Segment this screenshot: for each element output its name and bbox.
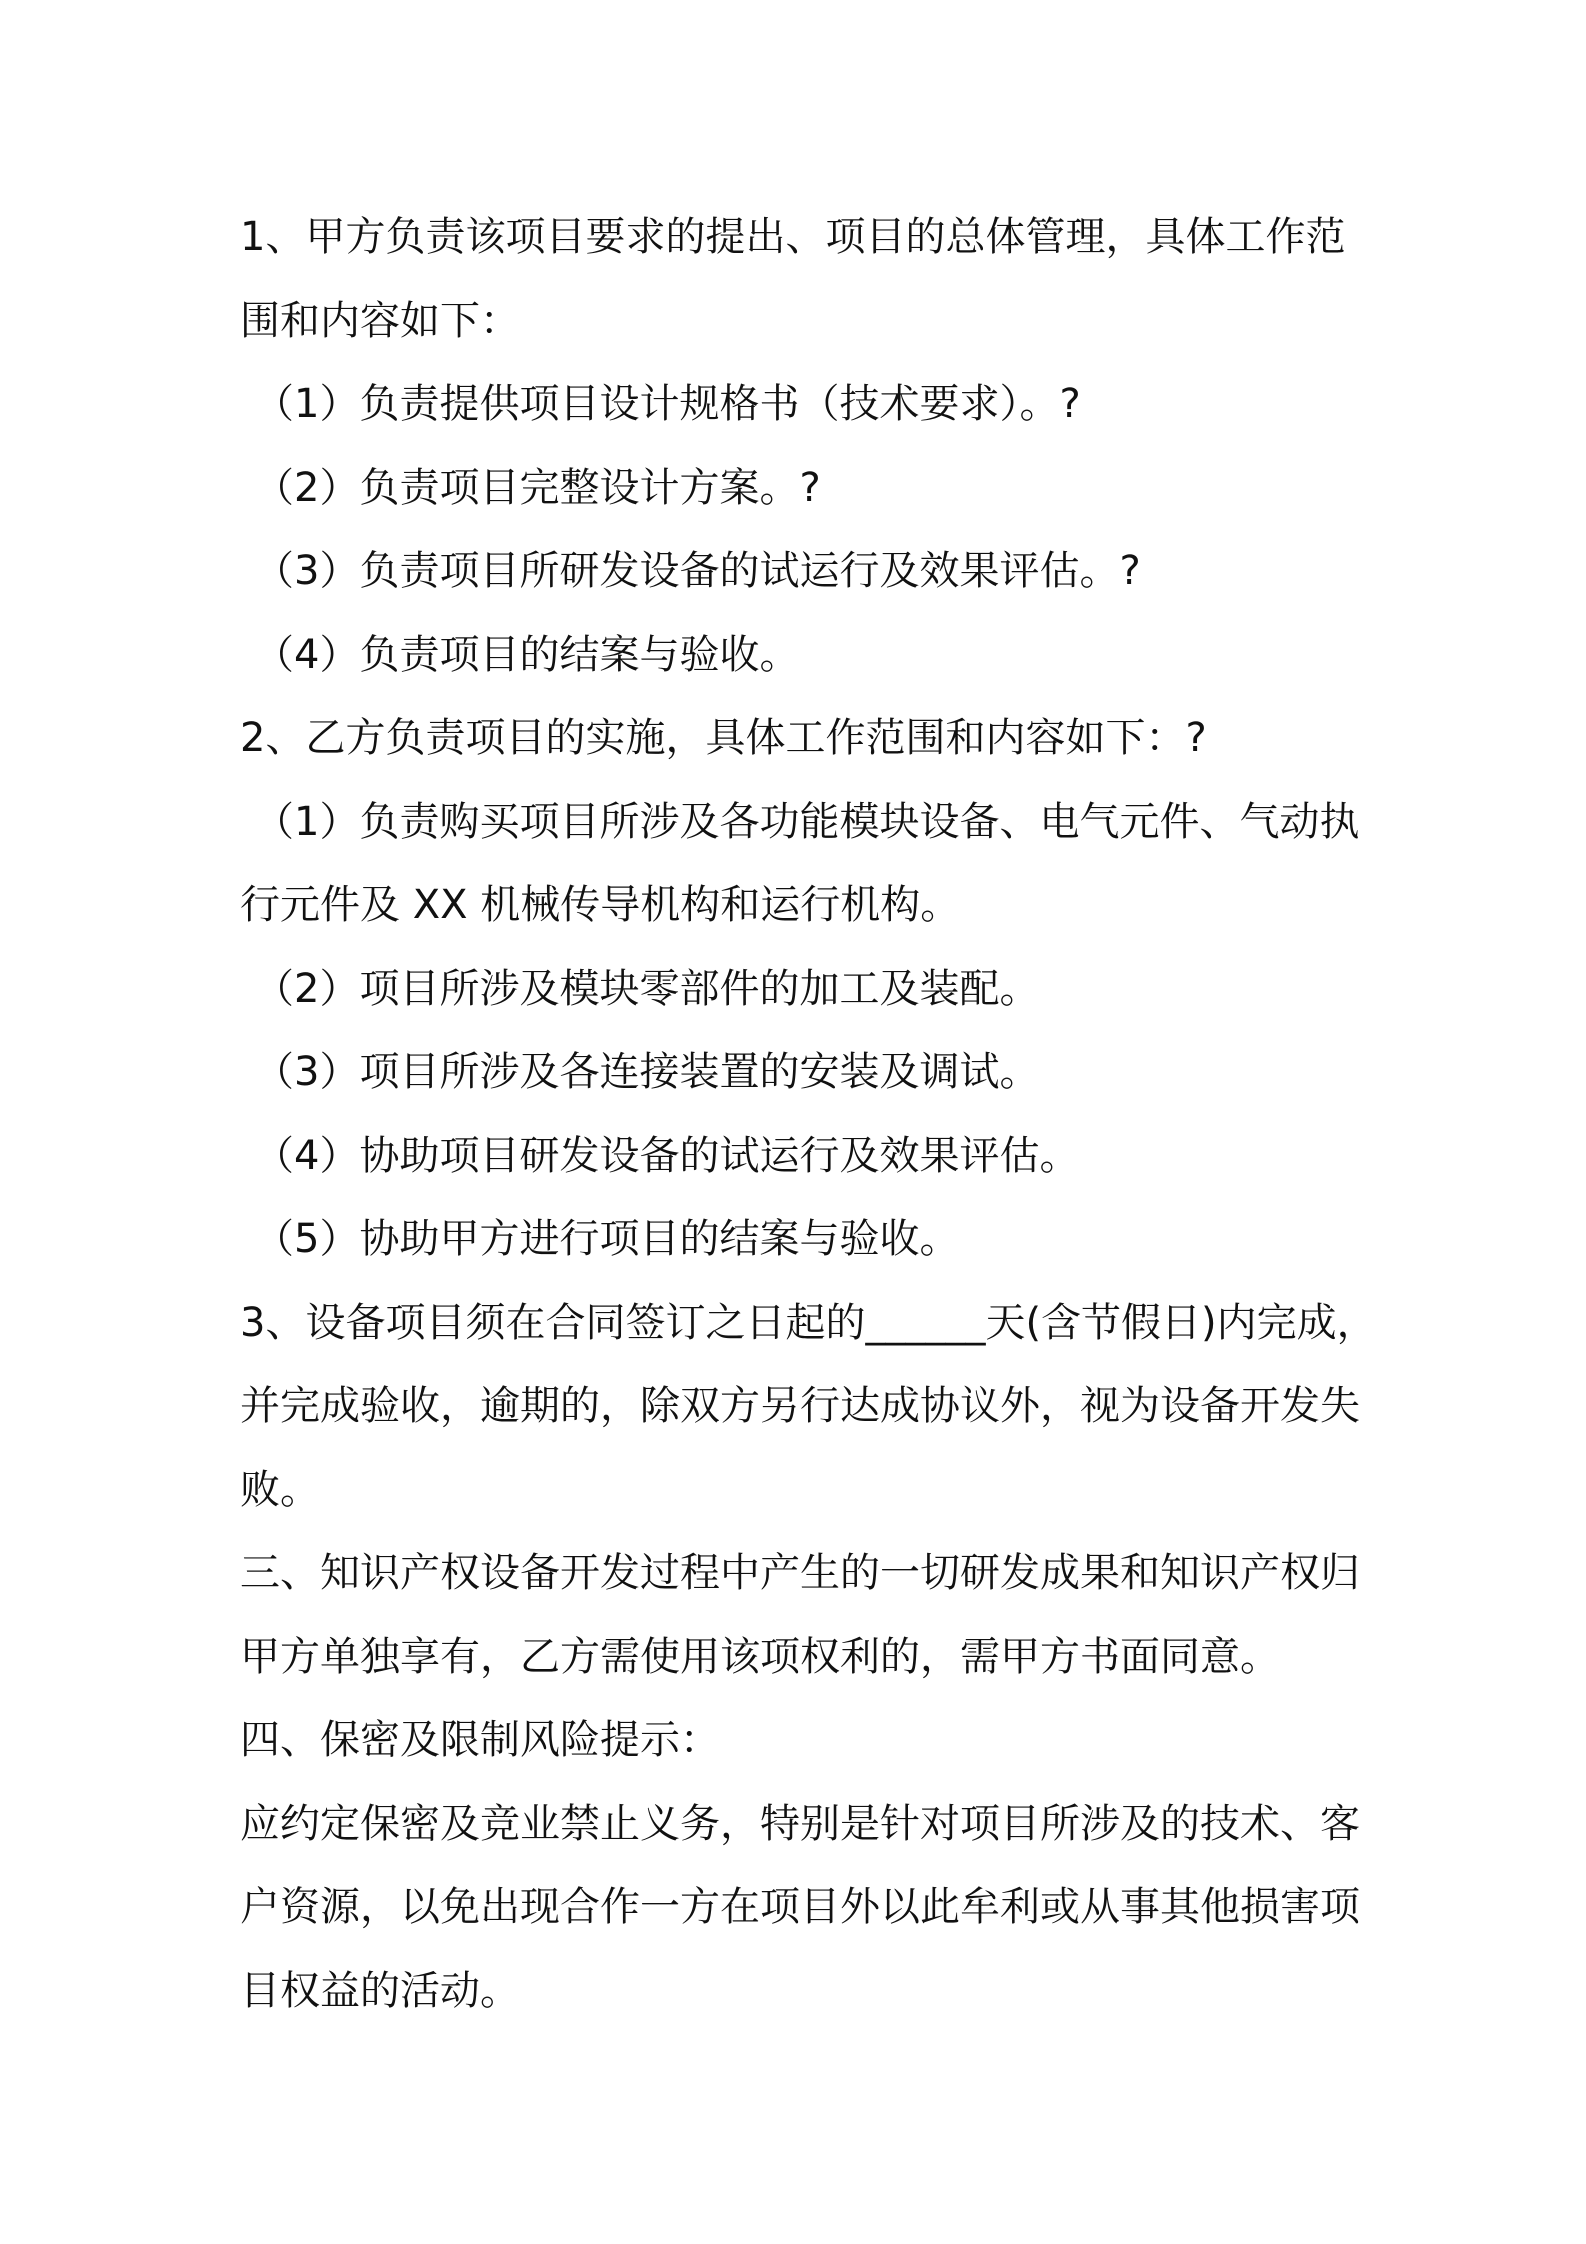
text-line: （3）负责项目所研发设备的试运行及效果评估。? — [254, 548, 1141, 594]
text-line: （3）项目所涉及各连接装置的安装及调试。 — [254, 1049, 1040, 1095]
text-line: （4）协助项目研发设备的试运行及效果评估。 — [254, 1132, 1080, 1179]
text-line: 3、设备项目须在合同签订之日起的______天(含节假日)内完成， — [240, 1299, 1377, 1346]
text-line: 四、保密及限制风险提示： — [240, 1717, 720, 1763]
text-line: （2）项目所涉及模块零部件的加工及装配。 — [254, 965, 1040, 1012]
text-line: 户资源，以免出现合作一方在项目外以此牟利或从事其他损害项 — [240, 1884, 1360, 1930]
text-line: 甲方单独享有，乙方需使用该项权利的，需甲方书面同意。 — [240, 1633, 1280, 1680]
text-line: 行元件及 XX 机械传导机构和运行机构。 — [240, 882, 961, 928]
text-line: 并完成验收，逾期的，除双方另行达成协议外，视为设备开发失 — [240, 1383, 1360, 1429]
text-line: 2、乙方负责项目的实施，具体工作范围和内容如下：? — [240, 715, 1207, 761]
text-line: 1、甲方负责该项目要求的提出、项目的总体管理，具体工作范 — [240, 214, 1346, 260]
text-line: 围和内容如下： — [240, 297, 520, 344]
text-line: 应约定保密及竞业禁止义务，特别是针对项目所涉及的技术、客 — [240, 1800, 1360, 1847]
text-line: （2）负责项目完整设计方案。? — [254, 464, 821, 511]
text-line: （4）负责项目的结案与验收。 — [254, 631, 800, 678]
text-line: 目权益的活动。 — [240, 1967, 520, 2014]
text-line: （5）协助甲方进行项目的结案与验收。 — [254, 1216, 960, 1262]
document-body — [240, 196, 1380, 2033]
text-line: 三、知识产权设备开发过程中产生的一切研发成果和知识产权归 — [240, 1550, 1360, 1596]
text-line: 败。 — [240, 1466, 320, 1513]
text-line: （1）负责购买项目所涉及各功能模块设备、电气元件、气动执 — [254, 798, 1360, 845]
text-line: （1）负责提供项目设计规格书（技术要求）。? — [254, 381, 1081, 427]
